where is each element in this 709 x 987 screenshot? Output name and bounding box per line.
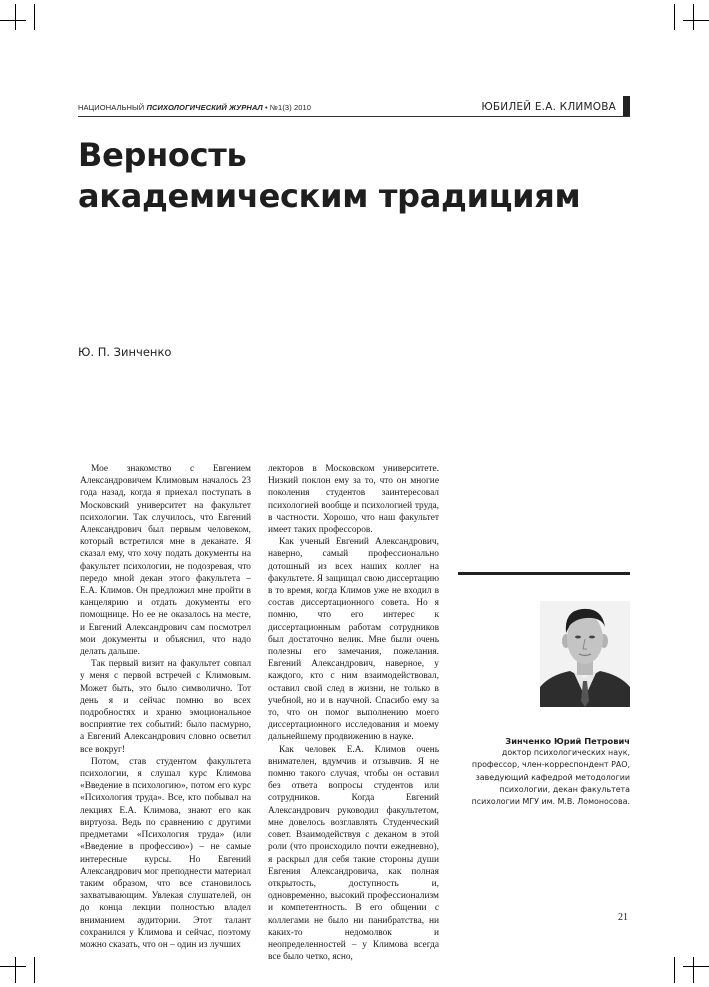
section-title: ЮБИЛЕЙ Е.А. КЛИМОВА bbox=[481, 101, 616, 113]
journal-prefix: НАЦИОНАЛЬНЫЙ bbox=[78, 103, 145, 112]
journal-issue: • №1(3) 2010 bbox=[265, 103, 312, 112]
journal-info bbox=[78, 103, 311, 112]
running-header bbox=[78, 96, 630, 116]
sidebar-rule bbox=[458, 572, 630, 575]
article-title bbox=[78, 135, 638, 217]
text-column-2 bbox=[268, 463, 439, 963]
header-rule bbox=[78, 116, 630, 117]
paragraph: Мое знакомство с Евгением Александровичем Климовым началось 23 года назад, когда я приехал поступать в Московский университет на факультет психологии. Так случилось, что Евгений Александрович был первым человеком, который встретился мне в деканате. Я сказал ему, что хочу подать документы на факультет психологии, не подозревая, что передо мной декан этого факультета – Е.А. Климов. Он предложил мне пройти в канцелярию и отдать документы его помощнице. Но ее не оказалось на месте, и Евгений Александрович сам посмотрел мои документы и объяснил, что надо делать дальше. bbox=[80, 464, 251, 658]
crop-mark bbox=[674, 4, 675, 30]
crop-mark bbox=[683, 966, 709, 967]
crop-mark bbox=[15, 4, 16, 30]
portrait-illustration bbox=[540, 601, 630, 707]
caption-line: профессор, член-корреспондент РАО, bbox=[471, 760, 630, 770]
page-number: 21 bbox=[618, 912, 628, 923]
crop-mark bbox=[0, 966, 26, 967]
title-line-2: академическим традициям bbox=[78, 177, 581, 215]
crop-mark bbox=[693, 4, 694, 30]
text-column-1 bbox=[80, 463, 251, 951]
crop-mark bbox=[0, 20, 26, 21]
crop-mark bbox=[34, 957, 35, 983]
header-bar-mark bbox=[623, 96, 630, 116]
title-line-1: Верность bbox=[78, 136, 247, 174]
caption-name: Зинченко Юрий Петрович bbox=[505, 736, 630, 746]
caption-line: заведующий кафедрой методологии bbox=[475, 772, 630, 782]
crop-mark bbox=[34, 4, 35, 30]
caption-line: психологии, декан факультета bbox=[499, 784, 630, 794]
photo-caption bbox=[450, 735, 630, 808]
paragraph: лекторов в Московском университете. Низкий поклон ему за то, что он многие поколения студентов заинтересовал психологией вообще и психологией труда, в частности. Хорошо, что наш факультет имеет таких профессоров. bbox=[268, 464, 439, 536]
author-name: Ю. П. Зинченко bbox=[78, 345, 172, 359]
caption-line: доктор психологических наук, bbox=[501, 748, 630, 758]
paragraph: Как человек Е.А. Климов очень внимателен, вдумчив и отзывчив. Я не помню такого случая, чтобы он оставил без ответа вопросы студентов или сотрудников. Когда Евгений Александрович руководил факультетом, мне довелось возглавлять Студенческий совет. Взаимодействуя с деканом в этой роли (что происходило почти ежедневно), я раскрыл для себя такие стороны души Евгения Александровича, как полная открытость, доступность и, одновременно, высокий профессионализм и компетентность. В его общении с коллегами не было ни панибратства, ни каких-то недомолвок и неопределенностей – у Климова всегда все было четко, ясно, bbox=[268, 744, 439, 963]
crop-mark bbox=[693, 957, 694, 983]
crop-mark bbox=[683, 20, 709, 21]
paragraph: Потом, став студентом факультета психологии, я слушал курс Климова «Введение в психологию», потом его курс «Психология труда». Все, кто побывал на лекциях Е.А. Климова, знают его как виртуоза. Ведь по сравнению с другими предметами «Психология труда» (или «Введение в профессию») – не самые интересные курсы. Но Евгений Александрович мог преподнести материал таким образом, что все становилось захватывающим. Увлекая слушателей, он до конца лекции полностью владел вниманием аудитории. Этот талант сохранился у Климова и сейчас, поэтому можно сказать, что он – один из лучших bbox=[80, 756, 251, 950]
paragraph: Как ученый Евгений Александрович, наверно, самый профессионально дотошный из всех наших коллег на факультете. Я защищал свою диссертацию в то время, когда Климов уже не входил в состав диссертационного совета. Но я помню, что его интерес к диссертационным работам сотрудников был достаточно велик. Мне были очень полезны его замечания, пожелания. Евгений Александрович, наверное, у каждого, кто с ним взаимодействовал, оставил свой след в жизни, не только в учебной, но и в научной. Спасибо ему за то, что он помог выполнению моего диссертационного исследования и моему дальнейшему продвижению в науке. bbox=[268, 537, 439, 743]
paragraph: Так первый визит на факультет совпал у меня с первой встречей с Климовым. Может быть, это было символично. Тот день я и сейчас помню во всех подробностях и храню эмоциональное восприятие тех событий: было пасмурно, а Евгений Александрович словно осветил все вокруг! bbox=[80, 659, 251, 755]
author-photo bbox=[540, 601, 630, 707]
crop-mark bbox=[15, 957, 16, 983]
journal-name: ПСИХОЛОГИЧЕСКИЙ ЖУРНАЛ bbox=[146, 103, 263, 112]
crop-mark bbox=[674, 957, 675, 983]
caption-line: психологии МГУ им. М.В. Ломоносова. bbox=[471, 797, 630, 807]
